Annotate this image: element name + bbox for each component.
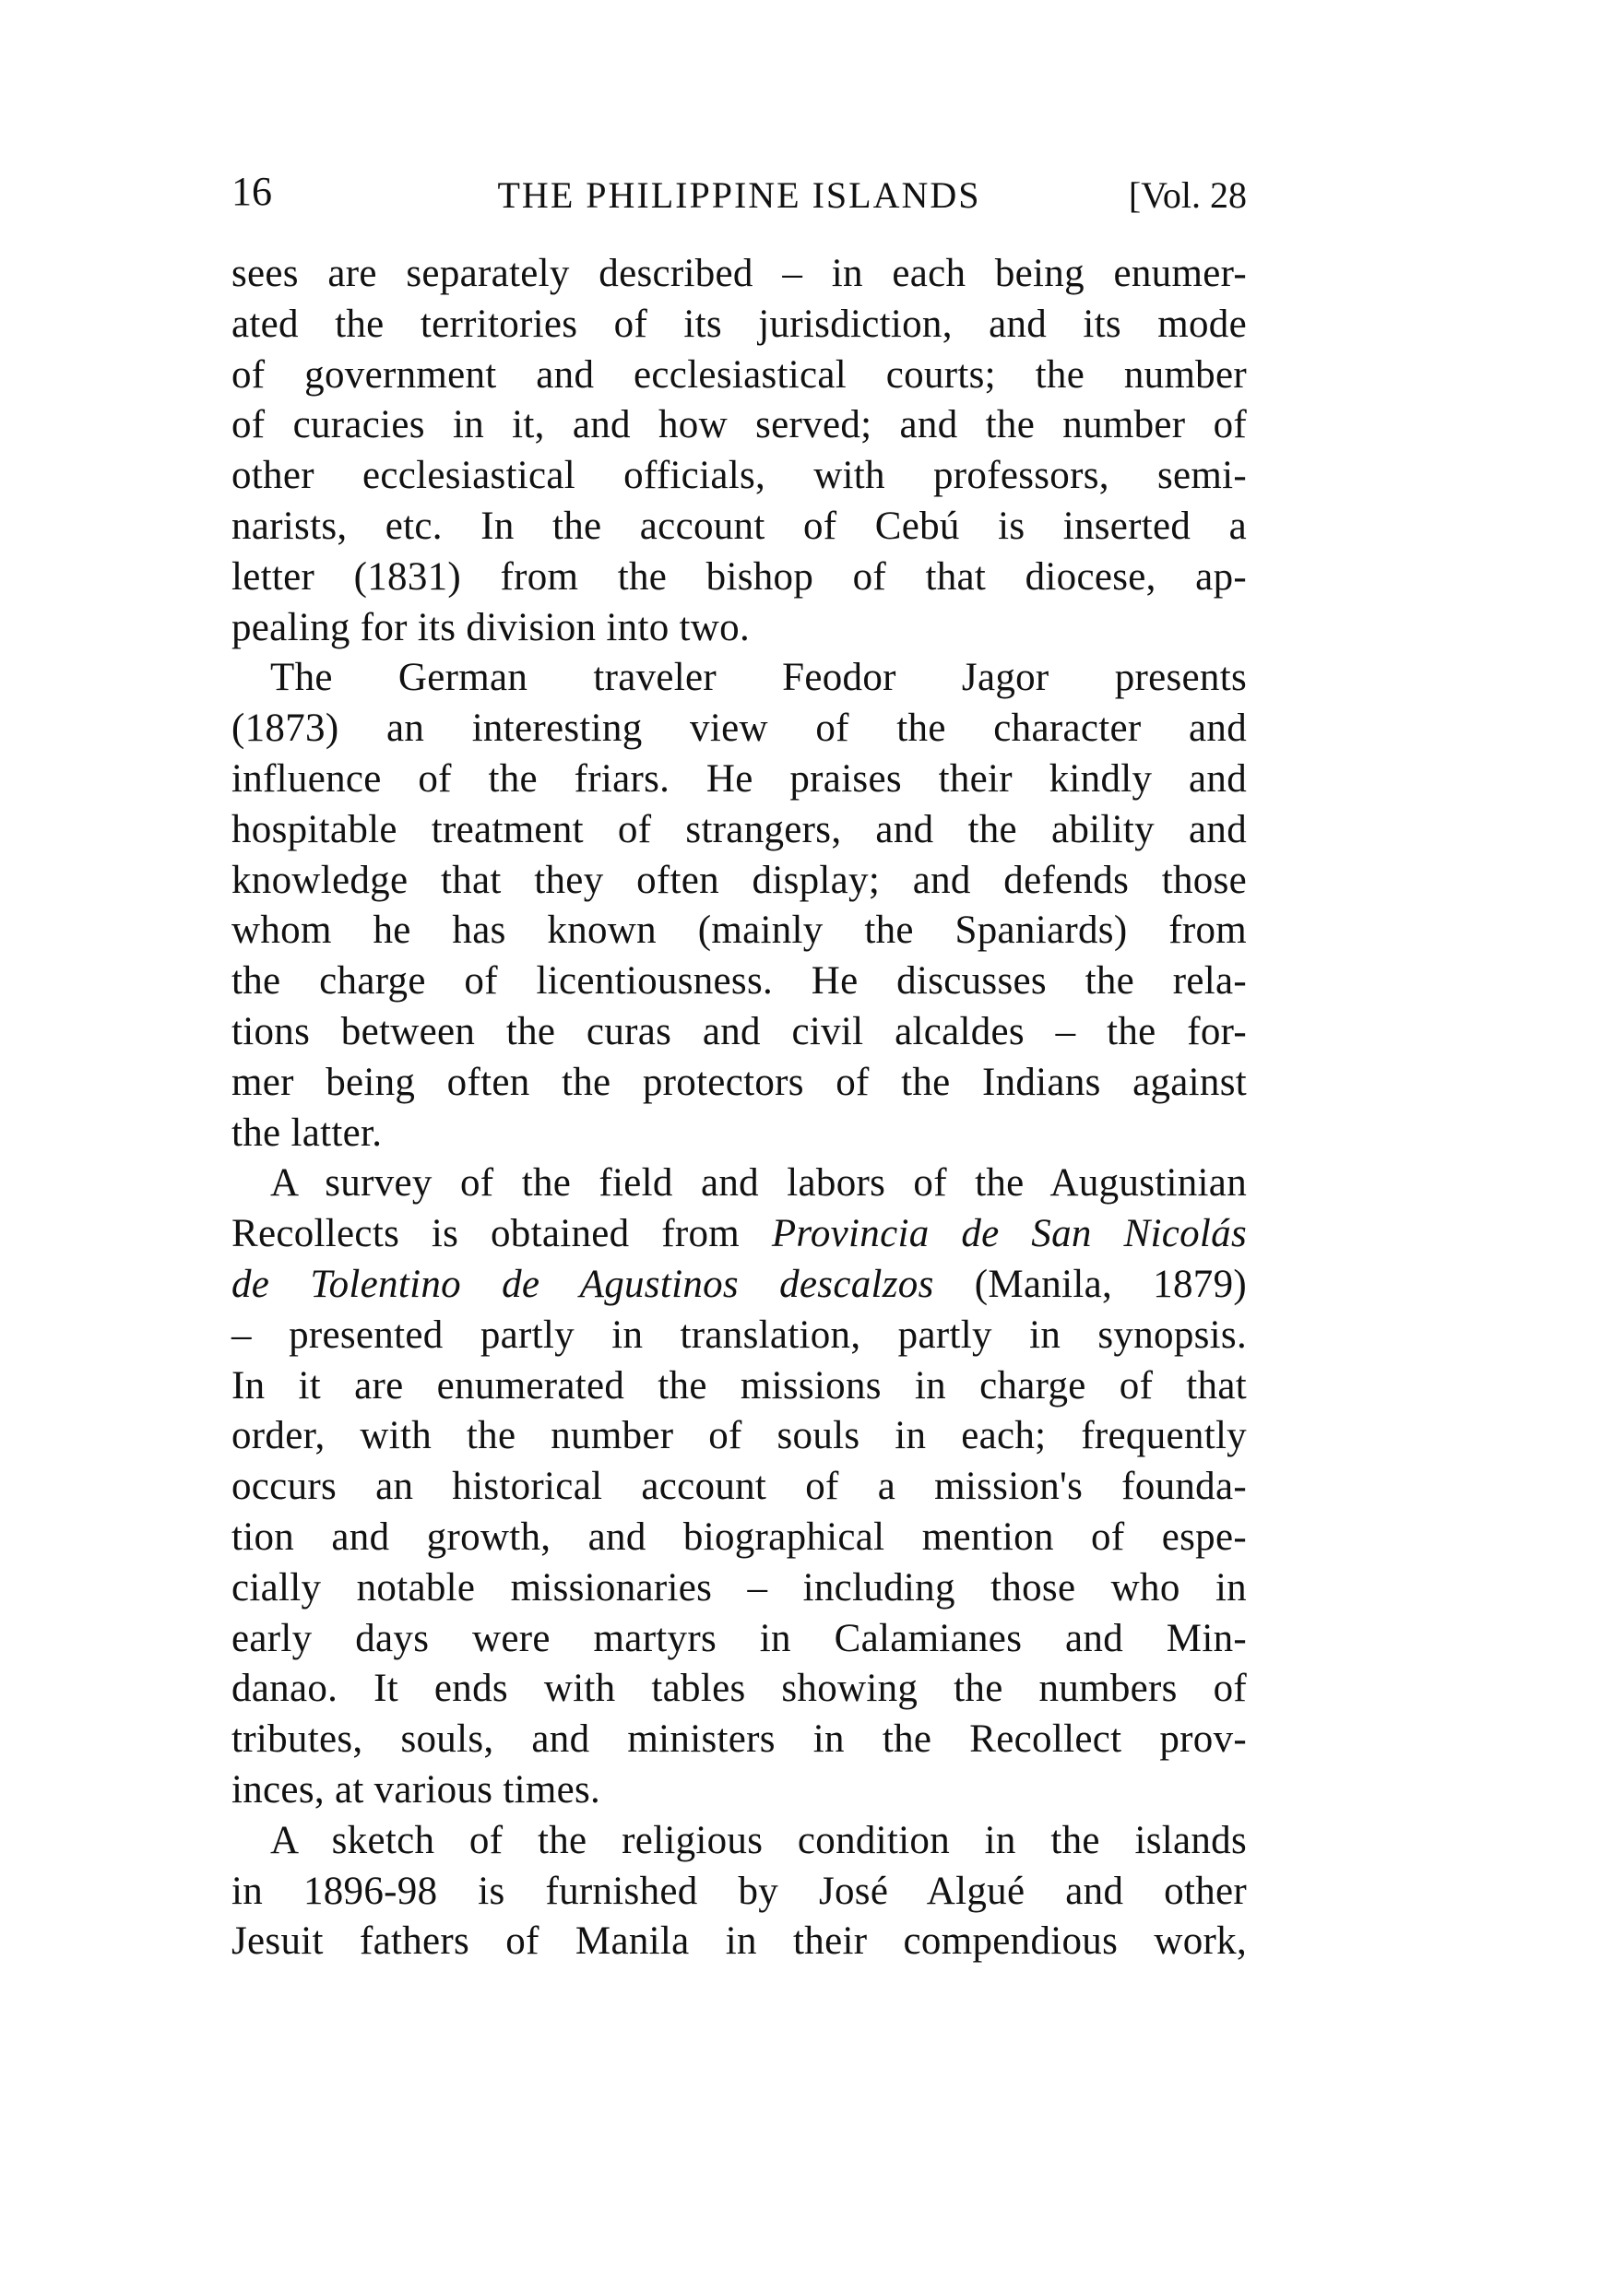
text-run: of curacies in it, and how served; and the number of (231, 403, 1247, 447)
text-run: mer being often the protectors of the Indians against (231, 1060, 1247, 1104)
page-body (231, 249, 1247, 1967)
text-line (231, 451, 1247, 502)
text-run: – presented partly in translation, partly in synopsis. (231, 1313, 1247, 1357)
text-line (231, 1109, 1247, 1159)
text-run: Jesuit fathers of Manila in their compendious work, (231, 1919, 1247, 1964)
text-run: inces, at various times. (231, 1767, 601, 1812)
text-line (231, 1411, 1247, 1462)
volume-label: [Vol. 28 (1128, 174, 1247, 216)
text-run: the charge of licentiousness. He discusses the rela- (231, 959, 1247, 1004)
text-run: whom he has known (mainly the Spaniards) from (231, 909, 1247, 953)
text-line (231, 704, 1247, 754)
text-line (231, 906, 1247, 956)
text-run: order, with the number of souls in each; frequently (231, 1414, 1247, 1458)
text-run: letter (1831) from the bishop of that diocese, ap- (231, 554, 1247, 599)
text-line (231, 653, 1247, 704)
text-line (231, 1816, 1247, 1867)
text-line (231, 400, 1247, 451)
text-line (231, 1158, 1247, 1209)
text-run: tions between the curas and civil alcaldes – the for- (231, 1009, 1247, 1053)
running-title: THE PHILIPPINE ISLANDS (497, 174, 981, 216)
text-line (231, 1765, 1247, 1816)
text-run: The German traveler Feodor Jagor presents (270, 656, 1247, 700)
text-line (231, 1361, 1247, 1412)
text-run: A sketch of the religious condition in the islands (270, 1818, 1247, 1862)
text-run: tributes, souls, and ministers in the Recollect prov- (231, 1717, 1247, 1762)
text-line (231, 1007, 1247, 1058)
text-line (231, 552, 1247, 603)
text-line (231, 300, 1247, 350)
text-line (231, 1614, 1247, 1665)
text-run: hospitable treatment of strangers, and the ability and (231, 807, 1247, 851)
text-run: occurs an historical account of a mission's founda- (231, 1465, 1247, 1509)
text-run: cially notable missionaries – including those who in (231, 1565, 1247, 1610)
text-line (231, 1513, 1247, 1563)
text-run: tion and growth, and biographical mention of espe- (231, 1515, 1247, 1559)
text-run: Recollects is obtained from (231, 1212, 772, 1256)
text-run: knowledge that they often display; and defends those (231, 858, 1247, 902)
text-run: pealing for its division into two. (231, 605, 750, 649)
text-line (231, 1917, 1247, 1967)
text-line (231, 350, 1247, 401)
text-line (231, 603, 1247, 654)
text-run: In it are enumerated the missions in charge of that (231, 1363, 1247, 1408)
paragraph (231, 653, 1247, 1158)
paragraph (231, 1816, 1247, 1967)
text-line (231, 1867, 1247, 1918)
text-line (231, 1715, 1247, 1765)
italic-title: de Tolentino de Agustinos descalzos (231, 1262, 934, 1306)
text-line (231, 856, 1247, 907)
running-header (231, 168, 1247, 223)
text-line (231, 1260, 1247, 1311)
text-run: sees are separately described – in each being enumer- (231, 252, 1247, 295)
text-run: (Manila, 1879) (933, 1262, 1248, 1306)
text-line (231, 1563, 1247, 1614)
text-run: early days were martyrs in Calamianes and Min- (231, 1616, 1247, 1660)
text-run: in 1896-98 is furnished by José Algué and other (231, 1869, 1247, 1913)
text-run: (1873) an interesting view of the character and (231, 707, 1247, 751)
text-line (231, 754, 1247, 805)
text-run: A survey of the field and labors of the Augustinian (270, 1161, 1247, 1206)
text-line (231, 1209, 1247, 1260)
text-run: danao. It ends with tables showing the numbers of (231, 1667, 1247, 1711)
text-run: narists, etc. In the account of Cebú is inserted a (231, 504, 1247, 548)
text-run: of government and ecclesiastical courts; the number (231, 352, 1247, 397)
text-run: other ecclesiastical officials, with professors, semi- (231, 454, 1247, 498)
text-line (231, 1664, 1247, 1715)
text-line (231, 249, 1247, 300)
text-line (231, 956, 1247, 1007)
page-number: 16 (231, 169, 272, 214)
text-line (231, 502, 1247, 552)
paragraph (231, 1158, 1247, 1815)
text-run: ated the territories of its jurisdiction, and its mode (231, 302, 1247, 346)
italic-title: Provincia de San Nicolás (771, 1212, 1247, 1256)
text-run: the latter. (231, 1111, 383, 1155)
text-line (231, 1058, 1247, 1109)
text-line (231, 805, 1247, 856)
paragraph (231, 249, 1247, 653)
text-line (231, 1311, 1247, 1361)
text-run: influence of the friars. He praises their kindly and (231, 756, 1247, 801)
text-line (231, 1462, 1247, 1513)
